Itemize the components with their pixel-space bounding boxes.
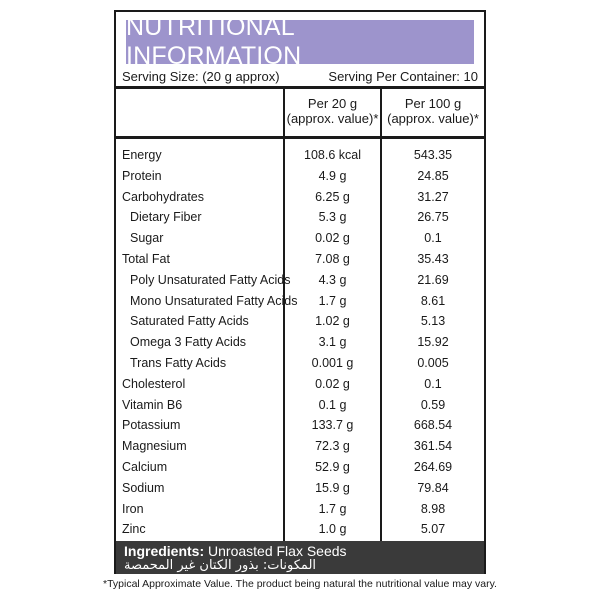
nutrient-name: Carbohydrates [122, 189, 204, 204]
nutrient-name: Zinc [122, 522, 146, 537]
value-per-20g: 52.9 g [315, 460, 350, 474]
value-per-20g: 1.02 g [315, 314, 350, 329]
serving-size: Serving Size: (20 g approx) [122, 68, 280, 84]
value-per-100g: 26.75 [417, 210, 449, 225]
table-row [116, 207, 484, 227]
value-per-20g: 7.08 g [315, 252, 350, 266]
value-per-100g: 21.69 [417, 272, 449, 287]
table-row [116, 166, 484, 186]
value-per-100g: 0.59 [420, 397, 446, 412]
column-header-line: Per 100 g [404, 96, 462, 111]
table-row [116, 353, 484, 373]
value-per-20g: 0.1 g [318, 397, 347, 412]
value-per-100g: 24.85 [417, 168, 449, 183]
nutrient-name: Cholesterol [122, 376, 186, 391]
value-per-100g: 8.98 [420, 501, 446, 516]
nutrition-label [114, 10, 486, 574]
nutrient-name: Poly Unsaturated Fatty Acids [130, 272, 291, 287]
table-row [116, 291, 484, 311]
value-per-20g: 72.3 g [315, 439, 350, 454]
value-per-100g: 5.07 [420, 522, 446, 537]
table-row [116, 374, 484, 394]
ingredients-arabic: المكونات: بذور الكتان غير المحمصة [124, 558, 317, 573]
ingredients-english [124, 543, 347, 559]
nutrient-name: Trans Fatty Acids [130, 356, 227, 370]
value-per-20g: 15.9 g [315, 480, 350, 495]
value-per-20g: 0.02 g [315, 376, 350, 391]
divider-top [116, 86, 484, 89]
nutrient-name: Total Fat [122, 252, 170, 266]
nutrient-name: Energy [122, 148, 162, 162]
value-per-20g: 5.3 g [318, 210, 347, 225]
column-header-line: Per 20 g [307, 96, 358, 111]
column-header-per-100g [382, 96, 484, 126]
value-per-100g: 264.69 [413, 460, 453, 474]
ingredients-bar [116, 541, 484, 574]
nutrient-name: Sugar [130, 231, 164, 246]
value-per-20g: 1.7 g [318, 501, 347, 516]
nutrient-name: Potassium [122, 418, 181, 433]
value-per-20g: 3.1 g [318, 335, 347, 350]
value-per-100g: 31.27 [417, 189, 449, 204]
nutrient-name: Dietary Fiber [130, 210, 202, 225]
table-row [116, 499, 484, 519]
value-per-100g: 5.13 [420, 314, 446, 329]
nutrient-name: Omega 3 Fatty Acids [130, 335, 247, 350]
value-per-20g: 0.02 g [315, 231, 350, 246]
value-per-100g: 0.1 [424, 376, 442, 391]
value-per-20g: 1.0 g [318, 522, 347, 537]
value-per-20g: 6.25 g [315, 189, 350, 204]
nutrient-name: Saturated Fatty Acids [130, 314, 249, 329]
value-per-20g: 4.9 g [318, 168, 347, 183]
table-row [116, 478, 484, 498]
table-row [116, 228, 484, 248]
value-per-100g: 8.61 [420, 293, 446, 308]
nutrient-name: Vitamin B6 [122, 397, 183, 412]
value-per-100g: 0.1 [424, 231, 442, 246]
serving-info [122, 66, 478, 86]
table-row [116, 145, 484, 165]
value-per-100g: 0.005 [417, 356, 449, 370]
value-per-100g: 35.43 [417, 252, 449, 266]
table-row [116, 519, 484, 539]
value-per-100g: 15.92 [417, 335, 449, 350]
table-row [116, 457, 484, 477]
table-row [116, 249, 484, 269]
table-row [116, 436, 484, 456]
divider-header [116, 136, 484, 139]
column-header-line: (approx. value)* [387, 111, 479, 126]
label-title: NUTRITIONAL INFORMATION [126, 13, 302, 70]
table-row [116, 395, 484, 415]
value-per-20g: 0.001 g [311, 356, 354, 370]
table-row [116, 332, 484, 352]
value-per-20g: 108.6 kcal [304, 148, 361, 162]
nutrient-name: Iron [122, 501, 144, 516]
value-per-20g: 1.7 g [318, 293, 347, 308]
nutrient-name: Protein [122, 168, 162, 183]
nutrient-name: Calcium [122, 460, 168, 474]
ingredients-label: Ingredients: [124, 543, 205, 559]
table-row [116, 311, 484, 331]
value-per-100g: 361.54 [413, 439, 453, 454]
table-row [116, 415, 484, 435]
column-header-per-20g [285, 96, 380, 126]
serving-per-container: Serving Per Container: 10 [328, 68, 478, 84]
value-per-100g: 543.35 [413, 148, 453, 162]
footnote: *Typical Approximate Value. The product being natural the nutritional value may vary. [103, 578, 497, 590]
value-per-20g: 4.3 g [318, 272, 347, 287]
nutrient-name: Mono Unsaturated Fatty Acids [130, 293, 298, 308]
value-per-100g: 79.84 [417, 480, 449, 495]
value-per-100g: 668.54 [413, 418, 453, 433]
nutrient-name: Sodium [122, 480, 165, 495]
nutrient-name: Magnesium [122, 439, 187, 454]
column-header-line: (approx. value)* [286, 111, 379, 126]
title-bar [126, 13, 474, 70]
table-row [116, 270, 484, 290]
ingredients-value: Unroasted Flax Seeds [208, 543, 347, 559]
table-row [116, 187, 484, 207]
value-per-20g: 133.7 g [311, 418, 354, 433]
